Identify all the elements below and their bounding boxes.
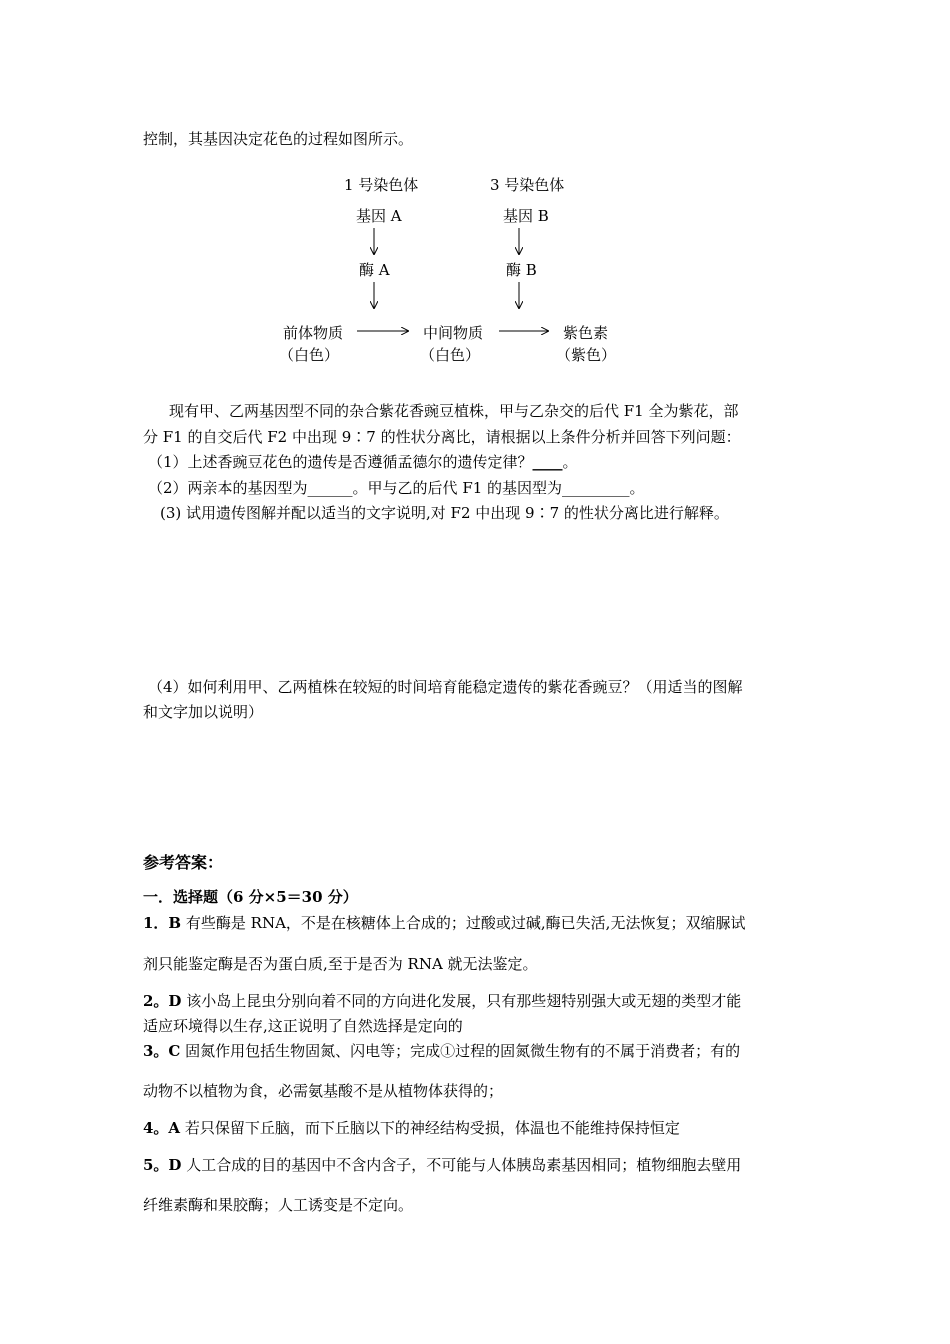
question-2 [148,477,645,498]
answer-2-line1 [143,990,741,1011]
answer-3-number: 3。C [143,1042,181,1060]
gene-b-label: 基因 B [503,207,549,225]
answer-2-text: 该小岛上昆虫分别向着不同的方向进化发展，只有那些翅特别强大或无翅的类型才能 [181,992,742,1010]
question-2-end: 。 [629,479,645,497]
answer-5-line2: 纤维素酶和果胶酶；人工诱变是不定向。 [143,1196,414,1214]
question-1-blank: ____ [532,453,563,471]
answers-heading: 参考答案： [143,853,224,872]
gene-a-label: 基因 A [356,207,402,225]
answer-4-text: 若只保留下丘脑，而下丘脑以下的神经结构受损，体温也不能维持保持恒定 [180,1119,680,1137]
question-2-text-b: 。甲与乙的后代 F1 的基因型为 [352,479,563,497]
chromosome-1-label: 1 号染色体 [344,176,419,194]
answer-5-text: 人工合成的目的基因中不含内含子，不可能与人体胰岛素基因相同；植物细胞去壁用 [181,1156,742,1174]
precursor-color-label: （白色） [279,346,340,364]
question-3: (3) 试用遗传图解并配以适当的文字说明,对 F2 中出现 9∶7 的性状分离比进行解释。 [160,504,729,522]
question-paragraph-line2: 分 F1 的自交后代 F2 中出现 9∶7 的性状分离比，请根据以上条件分析并回答下列问题： [143,428,741,446]
answer-3-line1 [143,1040,740,1061]
answer-5-number: 5。D [143,1156,182,1174]
answer-1-line1 [143,912,745,933]
intermediate-color-label: （白色） [420,346,481,364]
answer-5-line1 [143,1154,741,1175]
question-4-line1: （4）如何利用甲、乙两植株在较短的时间培育能稳定遗传的紫花香豌豆？（用适当的图解 [148,678,743,696]
question-2-blank-2: _________ [562,479,630,497]
answer-3-line2: 动物不以植物为食，必需氨基酸不是从植物体获得的； [143,1082,504,1100]
question-1-end: 。 [562,453,578,471]
question-paragraph-line1: 现有甲、乙两基因型不同的杂合紫花香豌豆植株，甲与乙杂交的后代 F1 全为紫花，部 [169,402,739,420]
intermediate-label: 中间物质 [423,324,484,342]
answer-4-number: 4。A [143,1119,181,1137]
answer-2-line2: 适应环境得以生存,这正说明了自然选择是定向的 [143,1017,463,1035]
enzyme-b-label: 酶 B [506,261,537,279]
question-4-line2: 和文字加以说明） [143,703,264,721]
question-1-text: （1）上述香豌豆花色的遗传是否遵循孟德尔的遗传定律？ [148,453,533,471]
enzyme-a-label: 酶 A [359,261,390,279]
answer-4-line1 [143,1117,680,1138]
question-2-blank-1: ______ [307,479,353,497]
question-1 [148,451,578,472]
question-2-text-a: （2）两亲本的基因型为 [148,479,308,497]
answer-1-line2: 剂只能鉴定酶是否为蛋白质,至于是否为 RNA 就无法鉴定。 [143,955,538,973]
intro-line: 控制，其基因决定花色的过程如图所示。 [143,130,414,148]
answer-3-text: 固氮作用包括生物固氮、闪电等；完成①过程的固氮微生物有的不属于消费者；有的 [180,1042,741,1060]
pigment-label: 紫色素 [563,324,609,342]
pigment-color-label: （紫色） [556,346,617,364]
answer-1-number: 1．B [143,914,182,932]
answer-2-number: 2。D [143,992,182,1010]
chromosome-3-label: 3 号染色体 [490,176,565,194]
answer-1-text: 有些酶是 RNA，不是在核糖体上合成的；过酸或过碱,酶已失活,无法恢复；双缩脲试 [181,914,746,932]
precursor-label: 前体物质 [283,324,344,342]
answers-section-1: 一．选择题（6 分×5＝30 分） [143,888,358,906]
